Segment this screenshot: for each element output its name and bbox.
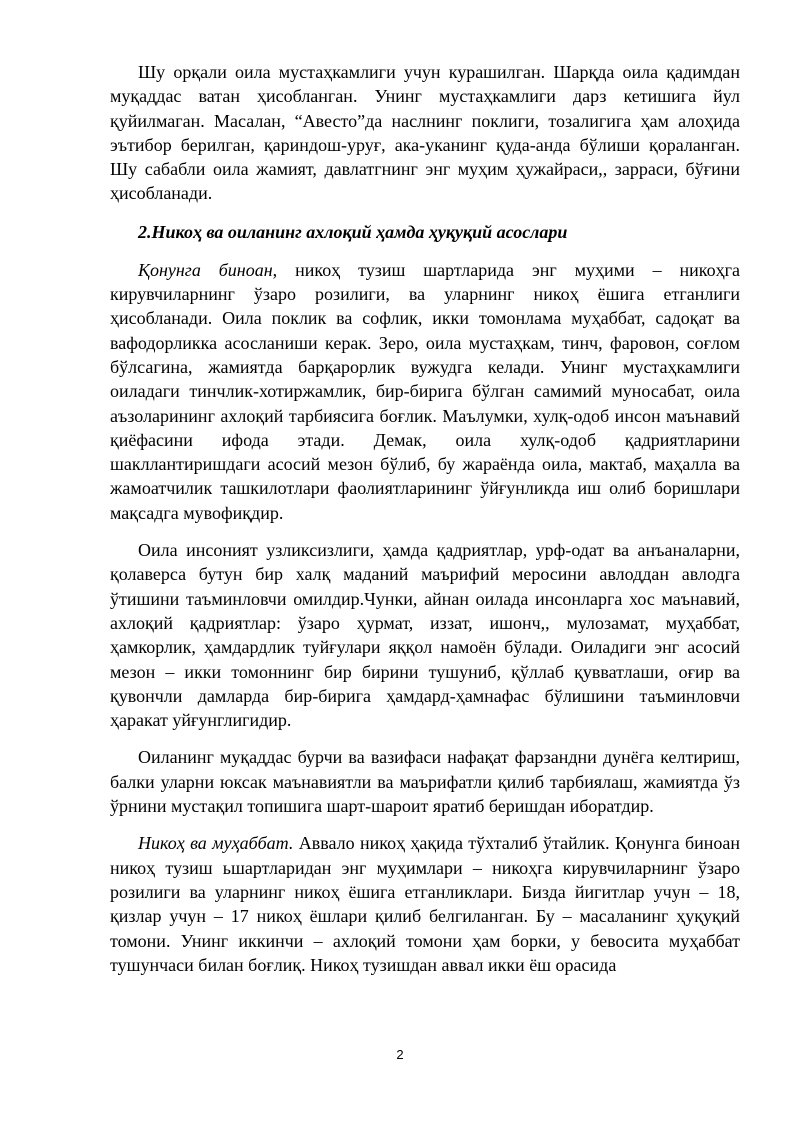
section-heading: 2.Никоҳ ва оиланинг ахлоқий ҳамда ҳуқуқий асослари xyxy=(138,221,568,242)
paragraph-1-text: Шу орқали оила мустаҳкамлиги учун курашилган. Шарқда оила қадимдан муқаддас ватан ҳисобланган. Унинг мустаҳкамлиги дарз кетишига йул қуйилмаган. Масалан, “Авесто”да наслнинг поклиги, тозалигига ҳам алоҳида эътибор берилган, қариндош-уруғ, ака-уканинг қуда-анда бўлиши қораланган. Шу сабабли оила жамият, давлатгнинг энг муҳим ҳужайраси,, зарраси, бўғини ҳисобланади. xyxy=(110,62,740,204)
page-number: 2 xyxy=(396,1047,404,1062)
paragraph-3 xyxy=(110,538,740,732)
paragraph-1 xyxy=(110,60,740,206)
paragraph-4 xyxy=(110,745,740,818)
paragraph-5-lead: Никоҳ ва муҳаббат. xyxy=(138,833,294,854)
paragraph-5-text: Аввало никоҳ ҳақида тўхталиб ўтайлик. Қонунга биноан никоҳ тузиш ьшартларидан энг муҳимлари – никоҳга кирувчиларнинг ўзаро розилиги ва уларнинг никоҳ ёшига етганликлари. Бизда йигитлар учун – 18, қизлар учун – 17 никоҳ ёшлари қилиб белгиланган. Бу – масаланинг ҳуқуқий томони. Унинг иккинчи – ахлоқий томони ҳам борки, у бевосита муҳаббат тушунчаси билан боғлиқ. Никоҳ тузишдан аввал икки ёш орасида xyxy=(110,833,741,975)
paragraph-2-text: , никоҳ тузиш шартларида энг муҳими – никоҳга кирувчиларнинг ўзаро розилиги, ва уларнинг никоҳ ёшига етганлиги ҳисобланади. Оила поклик ва софлик, икки томонлама муҳаббат, садоқат ва вафодорликка асосланиши керак. Зеро, оила мустаҳкам, тинч, фаровон, соғлом бўлсагина, жамиятда барқарорлик вужудга келади. Унинг мустаҳкамлиги оиладаги тинчлик-хотиржамлик, бир-бирига бўлган самимий муносабат, оила аъзоларининг ахлоқий тарбиясига боғлик. Маълумки, хулқ-одоб инсон маънавий қиёфасини ифода этади. Демак, оила хулқ-одоб қадриятларини шакллантиришдаги асосий мезон бўлиб, бу жараёнда оила, мактаб, маҳалла ва жамоатчилик ташкилотлари фаолиятларининг ўйғунликда иш олиб боришлари мақсадга мувофиқдир. xyxy=(110,259,740,523)
paragraph-2-lead: Қонунга биноан xyxy=(138,259,273,280)
paragraph-5 xyxy=(110,831,740,977)
paragraph-4-text: Оиланинг муқаддас бурчи ва вазифаси нафақат фарзандни дунёга келтириш, балки уларни юксак маънавиятли ва маърифатли қилиб тарбиялаш, жамиятда ўз ўрнини мустақил топишига шарт-шароит яратиб беришдан иборатдир. xyxy=(110,747,740,817)
paragraph-2 xyxy=(110,258,740,525)
paragraph-3-text: Оила инсоният узликсизлиги, ҳамда қадриятлар, урф-одат ва анъаналарни, қолаверса бутун бир халқ маданий маърифий меросини авлоддан авлодга ўтишини таъминловчи омилдир.Чунки, айнан оилада инсонларга хос маънавий, ахлоқий қадриятлар: ўзаро ҳурмат, иззат, ишонч,, мулозамат, муҳаббат, ҳамкорлик, ҳамдардлик туйғулари яққол намоён бўлади. Оиладиги энг асосий мезон – икки томоннинг бир бирини тушуниб, қўллаб қувватлаши, оғир ва қувончли дамларда бир-бирига ҳамдард-ҳамнафас бўлишини таъминловчи ҳаракат уйғунглигидир. xyxy=(110,540,740,731)
document-page xyxy=(110,60,740,977)
